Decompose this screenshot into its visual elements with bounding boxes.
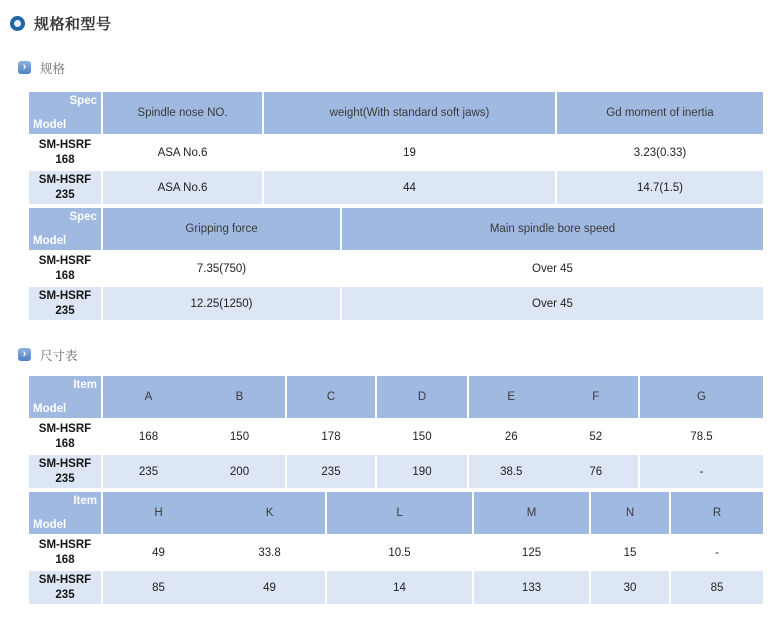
bullet-circle-icon bbox=[10, 16, 25, 31]
value-cell: 125 bbox=[473, 535, 590, 570]
value-cell: 78.5 bbox=[639, 419, 764, 454]
value-cell: 150 bbox=[376, 419, 468, 454]
column-header: A B bbox=[102, 375, 286, 419]
table-row bbox=[28, 286, 764, 321]
section-header-dims bbox=[18, 347, 770, 362]
column-header: Main spindle bore speed bbox=[341, 207, 764, 251]
spec-table-block-1 bbox=[27, 90, 765, 206]
value-cell: Over 45 bbox=[341, 251, 764, 286]
corner-bottom-label: Model bbox=[33, 519, 67, 531]
table-row bbox=[28, 251, 764, 286]
column-header: Gripping force bbox=[102, 207, 341, 251]
value-cell: 85 49 bbox=[102, 570, 326, 605]
model-cell: SM-HSRF 235 bbox=[28, 570, 102, 605]
value-cell: 235 bbox=[286, 454, 376, 489]
corner-cell bbox=[28, 207, 102, 251]
corner-bottom-label: Model bbox=[33, 119, 67, 131]
corner-top-label: Item bbox=[73, 495, 97, 507]
value-cell: 38.5 76 bbox=[468, 454, 639, 489]
page-title: 规格和型号 bbox=[34, 15, 112, 33]
column-header: R bbox=[670, 491, 764, 535]
value-cell: ASA No.6 bbox=[102, 170, 263, 205]
corner-bottom-label: Model bbox=[33, 403, 67, 415]
table-row bbox=[28, 419, 764, 454]
column-header: G bbox=[639, 375, 764, 419]
column-header: M bbox=[473, 491, 590, 535]
table-row bbox=[28, 135, 764, 170]
model-cell: SM-HSRF 235 bbox=[28, 170, 102, 205]
value-cell: 30 bbox=[590, 570, 670, 605]
column-header: H K bbox=[102, 491, 326, 535]
column-header: C bbox=[286, 375, 376, 419]
value-cell: Over 45 bbox=[341, 286, 764, 321]
header-row bbox=[28, 375, 764, 419]
corner-top-label: Spec bbox=[69, 95, 97, 107]
corner-top-label: Item bbox=[73, 379, 97, 391]
value-cell: 7.35(750) bbox=[102, 251, 341, 286]
model-cell: SM-HSRF 168 bbox=[28, 251, 102, 286]
value-cell: 14.7(1.5) bbox=[556, 170, 764, 205]
corner-cell bbox=[28, 91, 102, 135]
dim-table-block-1 bbox=[27, 374, 765, 490]
value-cell: 3.23(0.33) bbox=[556, 135, 764, 170]
column-header: Gd moment of inertia bbox=[556, 91, 764, 135]
column-header: weight(With standard soft jaws) bbox=[263, 91, 556, 135]
spec-table-block-2 bbox=[27, 206, 765, 322]
model-cell: SM-HSRF 168 bbox=[28, 419, 102, 454]
value-cell: 14 bbox=[326, 570, 473, 605]
model-cell: SM-HSRF 168 bbox=[28, 535, 102, 570]
arrow-square-icon: › bbox=[18, 348, 31, 361]
value-cell: 12.25(1250) bbox=[102, 286, 341, 321]
header-row bbox=[28, 207, 764, 251]
value-cell: 235 200 bbox=[102, 454, 286, 489]
value-cell: 10.5 bbox=[326, 535, 473, 570]
section-label-dims: 尺寸表 bbox=[40, 348, 78, 363]
value-cell: 44 bbox=[263, 170, 556, 205]
model-cell: SM-HSRF 235 bbox=[28, 286, 102, 321]
column-header: Spindle nose NO. bbox=[102, 91, 263, 135]
section-label-spec: 规格 bbox=[40, 61, 66, 76]
header-row bbox=[28, 491, 764, 535]
table-row bbox=[28, 570, 764, 605]
value-cell: 15 bbox=[590, 535, 670, 570]
value-cell: 19 bbox=[263, 135, 556, 170]
value-cell: ASA No.6 bbox=[102, 135, 263, 170]
table-row bbox=[28, 170, 764, 205]
value-cell: 85 bbox=[670, 570, 764, 605]
section-header-spec bbox=[18, 60, 770, 75]
value-cell: 26 52 bbox=[468, 419, 639, 454]
page-title-row bbox=[10, 12, 770, 34]
dim-table-block-2 bbox=[27, 490, 765, 606]
corner-cell bbox=[28, 491, 102, 535]
value-cell: 178 bbox=[286, 419, 376, 454]
corner-cell bbox=[28, 375, 102, 419]
table-row bbox=[28, 454, 764, 489]
model-cell: SM-HSRF 168 bbox=[28, 135, 102, 170]
value-cell: 168 150 bbox=[102, 419, 286, 454]
value-cell: - bbox=[670, 535, 764, 570]
value-cell: - bbox=[639, 454, 764, 489]
arrow-square-icon: › bbox=[18, 61, 31, 74]
corner-bottom-label: Model bbox=[33, 235, 67, 247]
table-row bbox=[28, 535, 764, 570]
header-row bbox=[28, 91, 764, 135]
column-header: L bbox=[326, 491, 473, 535]
value-cell: 49 33.8 bbox=[102, 535, 326, 570]
column-header: N bbox=[590, 491, 670, 535]
corner-top-label: Spec bbox=[69, 211, 97, 223]
value-cell: 190 bbox=[376, 454, 468, 489]
column-header: E F bbox=[468, 375, 639, 419]
model-cell: SM-HSRF 235 bbox=[28, 454, 102, 489]
value-cell: 133 bbox=[473, 570, 590, 605]
column-header: D bbox=[376, 375, 468, 419]
